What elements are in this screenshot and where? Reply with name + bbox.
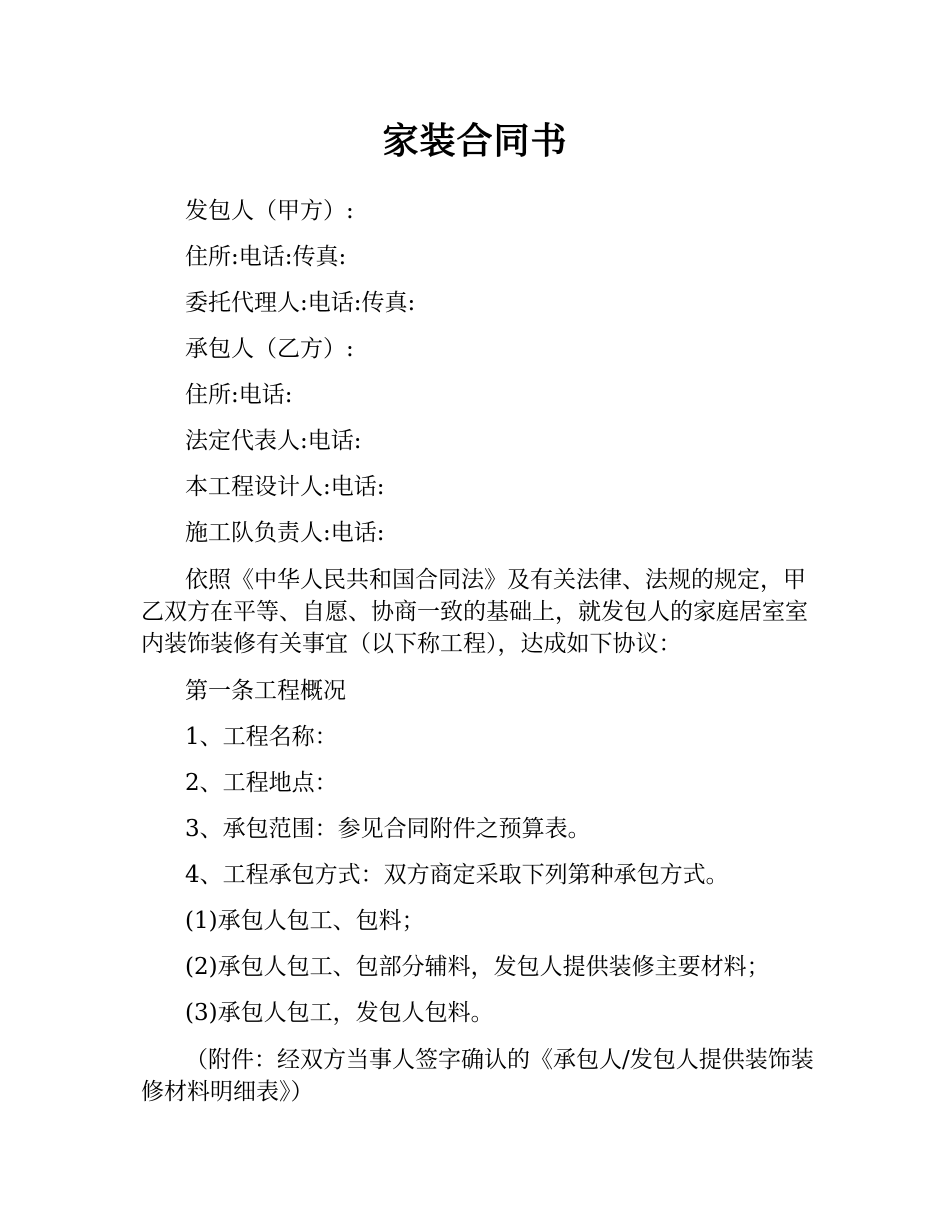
party-b-line: 承包人（乙方）: [185, 336, 354, 362]
contract-scope-item: 3、承包范围：参见合同附件之预算表。 [185, 816, 591, 842]
method-option-2: (2)承包人包工、包部分辅料，发包人提供装修主要材料； [185, 954, 770, 980]
article-one-heading: 第一条工程概况 [185, 678, 346, 704]
attachment-note: （附件：经双方当事人签字确认的《承包人/发包人提供装饰装修材料明细表》） [141, 1047, 814, 1105]
legal-representative-line: 法定代表人:电话: [185, 428, 362, 454]
method-option-1: (1)承包人包工、包料； [185, 908, 425, 934]
agreement-basis-paragraph: 依照《中华人民共和国合同法》及有关法律、法规的规定，甲乙双方在平等、自愿、协商一致的基础上，就发包人的家庭居室室内装饰装修有关事宜（以下称工程），达成如下协议： [141, 567, 808, 657]
project-name-item: 1、工程名称： [185, 724, 338, 750]
method-option-3: (3)承包人包工，发包人包料。 [185, 1000, 494, 1026]
party-a-line: 发包人（甲方）: [185, 198, 354, 224]
document-title: 家装合同书 [382, 121, 568, 162]
construction-lead-line: 施工队负责人:电话: [185, 520, 385, 546]
party-b-address-line: 住所:电话: [185, 382, 293, 408]
document-body [141, 196, 821, 1124]
project-location-item: 2、工程地点： [185, 770, 338, 796]
party-a-agent-line: 委托代理人:电话:传真: [185, 290, 416, 316]
contracting-method-item: 4、工程承包方式：双方商定采取下列第种承包方式。 [185, 862, 729, 888]
designer-line: 本工程设计人:电话: [185, 474, 385, 500]
party-a-address-line: 住所:电话:传真: [185, 244, 347, 270]
